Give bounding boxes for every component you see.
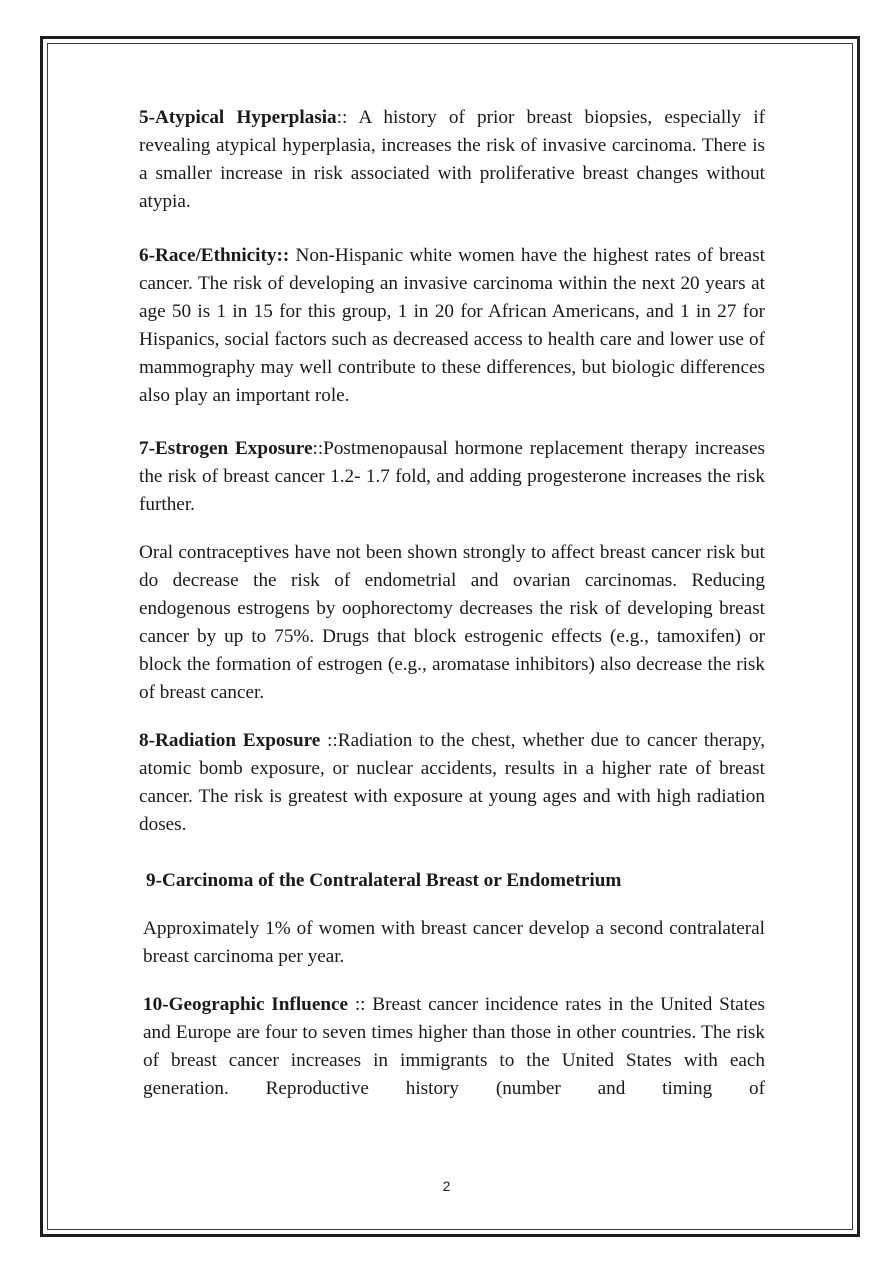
section-separator: :: [336, 107, 359, 128]
section-text: ::Postmenopausal hormone replacement therapy increases the risk of breast cancer 1.2- 1.7 fold, and adding progesterone increases the risk further. [139, 438, 765, 515]
paragraph-text: Approximately 1% of women with breast cancer develop a second contralateral breast carcinoma per year. [143, 918, 765, 967]
page-number: 2 [442, 1178, 451, 1194]
section-text: A history of prior breast biopsies, especially if revealing atypical hyperplasia, increases the risk of invasive carcinoma. There is a smaller increase in risk associated with proliferative breast changes without atypia. [139, 107, 765, 212]
section-atypical-hyperplasia [139, 104, 765, 216]
section-heading: 5-Atypical Hyperplasia [139, 107, 337, 128]
page-body [139, 104, 765, 1103]
section-heading: 6-Race/Ethnicity:: [139, 245, 290, 266]
section-text: :: Breast cancer incidence rates in the United States and Europe are four to seven times higher than those in other countries. The risk of breast cancer increases in immigrants to the United States with each generation. Reproductive history (number and timing of [143, 994, 765, 1099]
paragraph-contralateral [143, 915, 765, 971]
section-text: ::Radiation to the chest, whether due to cancer therapy, atomic bomb exposure, or nuclear accidents, results in a higher rate of breast cancer. The risk is greatest with exposure at young ages and with high radiation doses. [139, 730, 765, 835]
section-heading: 8-Radiation Exposure [139, 730, 321, 751]
section-radiation-exposure [139, 727, 765, 839]
section-text: Non-Hispanic white women have the highest rates of breast cancer. The risk of developing an invasive carcinoma within the next 20 years at age 50 is 1 in 15 for this group, 1 in 20 for African Americans, and 1 in 27 for Hispanics, social factors such as decreased access to health care and lower use of mammography may well contribute to these differences, but biologic differences also play an important role. [139, 245, 765, 406]
section-heading-contralateral: 9-Carcinoma of the Contralateral Breast or Endometrium [146, 870, 622, 891]
paragraph-oral-contraceptives [139, 539, 765, 707]
section-heading: 7-Estrogen Exposure [139, 438, 313, 459]
section-estrogen-exposure [139, 435, 765, 519]
paragraph-text: Oral contraceptives have not been shown strongly to affect breast cancer risk but do decrease the risk of endometrial and ovarian carcinomas. Reducing endogenous estrogens by oophorectomy decreases the risk of developing breast cancer by up to 75%. Drugs that block estrogenic effects (e.g., tamoxifen) or block the formation of estrogen (e.g., aromatase inhibitors) also decrease the risk of breast cancer. [139, 542, 765, 703]
section-geographic-influence [143, 991, 765, 1103]
section-race-ethnicity [139, 242, 765, 410]
section-heading: 10-Geographic Influence [143, 994, 349, 1015]
